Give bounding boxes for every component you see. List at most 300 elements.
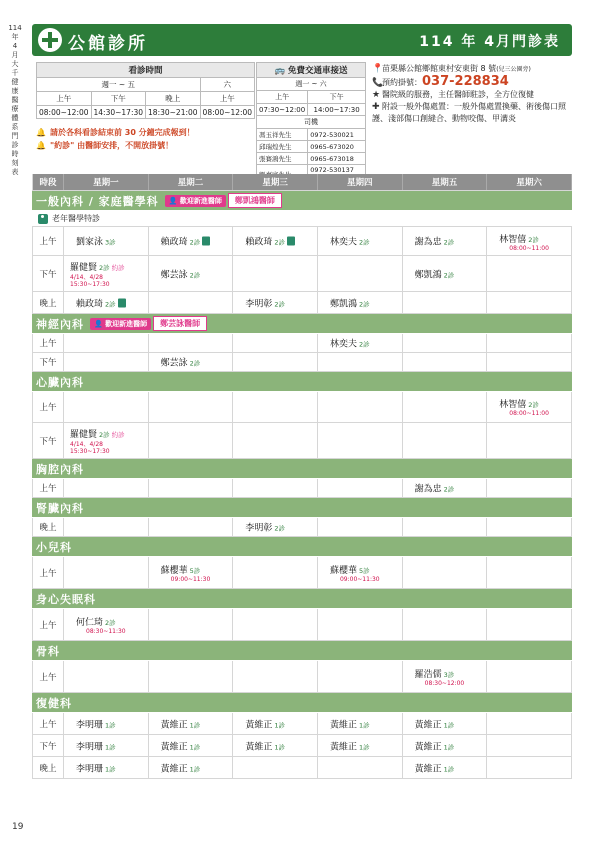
schedule-cell: [403, 292, 488, 313]
subheading-text: 老年醫學特診: [52, 214, 100, 223]
room-number: 1診: [189, 765, 201, 773]
doctor-entry: [415, 667, 455, 680]
schedule-cell: [149, 518, 234, 536]
slot-label: 上午: [32, 557, 64, 588]
schedule-cell: [403, 757, 488, 778]
bell-icon: 🔔: [36, 128, 46, 137]
doctor-entry: [330, 717, 370, 730]
day-header: 星期二: [149, 174, 234, 190]
schedule-cell: [233, 334, 318, 352]
slot-label: 上午: [32, 609, 64, 640]
doctor-name: 黃維正: [245, 742, 273, 752]
schedule-cell: [487, 518, 572, 536]
room-number: 1診: [105, 765, 116, 773]
note-item: [36, 139, 195, 152]
schedule-cell: [233, 256, 318, 291]
room-number: 2診: [189, 271, 201, 279]
schedule-row: [32, 757, 572, 779]
doctor-entry: [330, 563, 370, 576]
schedule-cell: [64, 713, 149, 734]
schedule-cell: [487, 256, 572, 291]
doctor-entry: [76, 235, 116, 248]
schedule-cell: [318, 518, 403, 536]
plus-icon: ✚: [372, 102, 380, 112]
schedule-cell: [149, 353, 234, 371]
section-psychiatry-insomnia: [32, 589, 572, 609]
slot-label: 上午: [32, 227, 64, 255]
schedule-cell: [64, 609, 149, 640]
side-vertical-label: 114 年 4 月 大 千 健 康 醫 療 體 系 門 診 時 刻 表: [8, 24, 22, 176]
section-title: 神經內科: [36, 317, 84, 331]
notes: [36, 126, 195, 152]
hours-time: 18:30~21:00: [146, 106, 201, 119]
session-time: 08:00~11:00: [509, 410, 549, 417]
header-banner: [32, 24, 572, 56]
doctor-name: 林奕夫: [329, 237, 357, 248]
schedule-cell: [403, 227, 488, 255]
doctor-name: 林奕夫: [329, 339, 357, 350]
session-time: 08:00~11:00: [509, 245, 549, 252]
phone-line: [372, 76, 572, 89]
schedule-cell: [64, 256, 149, 291]
schedule-cell: [487, 423, 572, 458]
schedule-cell: [233, 609, 318, 640]
section-title: 腎臟內科: [36, 501, 84, 515]
slot-label: 上午: [32, 661, 64, 692]
doctor-entry: [76, 761, 116, 774]
slot-label: 上午: [32, 334, 64, 352]
schedule-row: [32, 661, 572, 693]
doctor-entry: [76, 296, 126, 309]
slot-label: 下午: [32, 423, 64, 458]
section-cardiology: [32, 372, 572, 392]
schedule-row: [32, 735, 572, 757]
schedule-row: [32, 353, 572, 372]
hours-time: 14:30~17:30: [91, 106, 146, 119]
new-doctor-tag: 鄭芸詠醫師: [153, 316, 207, 331]
schedule-cell: [318, 557, 403, 588]
doctor-entry: [70, 260, 125, 273]
schedule-cell: [149, 392, 234, 422]
driver-phone: 0972-530137: [308, 165, 366, 185]
section-rehabilitation: [32, 693, 572, 713]
schedule-row: [32, 392, 572, 423]
schedule-row: [32, 334, 572, 353]
schedule-cell: [487, 292, 572, 313]
schedule-cell: [64, 353, 149, 371]
slot-label: 下午: [32, 735, 64, 756]
schedule-cell: [318, 227, 403, 255]
hours-col: 下午: [91, 92, 146, 106]
schedule-cell: [403, 735, 488, 756]
schedule-cell: [64, 227, 149, 255]
schedule-cell: [149, 479, 234, 497]
address-text: 苗栗縣公館鄉館東村安東街 8 號: [382, 64, 497, 73]
shuttle-bus-table: [256, 62, 366, 185]
schedule-cell: [64, 757, 149, 778]
appointment-only-tag: 約診: [111, 431, 125, 439]
clinic-cross-logo-icon: [38, 28, 62, 52]
doctor-name: 李明珊: [76, 742, 104, 752]
driver-phone: 0965-673018: [308, 153, 366, 165]
doctor-entry: [76, 615, 116, 628]
contact-block: [372, 63, 572, 125]
doctor-name: 黃維正: [160, 720, 188, 730]
doctor-name: 鄭芸詠: [160, 270, 188, 280]
elderly-walker-icon: [202, 237, 210, 246]
schedule-cell: [318, 757, 403, 778]
room-number: 2診: [528, 401, 539, 409]
room-number: 1診: [274, 721, 285, 729]
schedule-cell: [149, 557, 234, 588]
doctor-name: 黃維正: [245, 720, 273, 730]
section-title: 胸腔內科: [36, 462, 84, 476]
bus-title-text: 免費交通車接送: [288, 66, 348, 76]
day-header: 星期四: [318, 174, 403, 190]
doctor-entry: [415, 235, 455, 248]
doctor-name: 羅健賢: [70, 263, 98, 273]
doctor-entry: [330, 296, 370, 309]
doctor-name: 李明彰: [245, 299, 273, 309]
schedule-cell: [403, 609, 488, 640]
doctor-name: 謝為忠: [414, 237, 442, 248]
schedule-cell: [403, 334, 488, 352]
room-number: 2診: [528, 236, 539, 244]
welcome-badge: 👤 歡迎新進醫師: [90, 318, 151, 330]
page-number: 19: [12, 822, 24, 832]
schedule-cell: [403, 713, 488, 734]
clinic-title: 公館診所: [68, 34, 148, 54]
section-title: 身心失眠科: [36, 592, 96, 606]
schedule-cell: [403, 557, 488, 588]
doctor-name: 何仁琦: [76, 618, 104, 628]
elderly-walker-icon: [38, 214, 48, 224]
phone-label: 預約掛號：: [382, 78, 422, 87]
session-time: 08:30~11:30: [86, 628, 126, 635]
doctor-name: 羅健賢: [70, 430, 98, 440]
doctor-entry: [70, 427, 125, 440]
doctor-name: 黃維正: [160, 742, 188, 752]
doctor-name: 林智僖: [499, 400, 527, 410]
schedule-row: [32, 423, 572, 459]
doctor-entry: [76, 717, 116, 730]
section-neurology: [32, 314, 572, 334]
schedule-cell: [318, 713, 403, 734]
day-header: 星期六: [487, 174, 572, 190]
bus-days: 週一 ~ 六: [257, 78, 366, 91]
doctor-entry: [245, 296, 285, 309]
service-text: 附設一般外傷處置：一般外傷處置換藥、術後傷口照護、淺部傷口創縫合、動物咬傷、甲溝炎: [372, 102, 566, 123]
room-number: 1診: [105, 743, 116, 751]
doctor-name: 賴政琦: [160, 237, 188, 248]
hours-col: 上午: [200, 92, 255, 106]
section-chest-medicine: [32, 459, 572, 479]
room-number: 2診: [99, 431, 110, 439]
section-title: 小兒科: [36, 540, 72, 554]
schedule-cell: [233, 735, 318, 756]
schedule-cell: [64, 661, 149, 692]
schedule-cell: [318, 292, 403, 313]
schedule-title: 114 年 4月門診表: [419, 34, 560, 50]
hours-col: 上午: [37, 92, 92, 106]
service-text: 醫院級的服務，主任醫師駐診，全方位復健: [382, 90, 534, 99]
section-title: 骨科: [36, 644, 60, 658]
schedule-cell: [318, 256, 403, 291]
schedule-cell: [318, 479, 403, 497]
schedule-cell: [403, 661, 488, 692]
schedule-row: [32, 256, 572, 292]
section-orthopedics: [32, 641, 572, 661]
schedule-cell: [149, 735, 234, 756]
schedule-cell: [149, 713, 234, 734]
doctor-entry: [415, 761, 455, 774]
doctor-name: 黃維正: [414, 742, 442, 752]
slot-label: 下午: [32, 256, 64, 291]
schedule-cell: [487, 227, 572, 255]
room-number: 2診: [105, 300, 116, 308]
schedule-cell: [149, 661, 234, 692]
room-number: 3診: [443, 671, 455, 679]
schedule-row: [32, 518, 572, 537]
room-number: 2診: [358, 300, 370, 308]
schedule-cell: [149, 757, 234, 778]
doctor-name: 羅浩儒: [414, 670, 442, 680]
schedule-cell: [318, 423, 403, 458]
bus-col: 下午: [308, 91, 366, 104]
schedule-cell: [318, 334, 403, 352]
doctor-entry: [245, 521, 285, 534]
schedule-cell: [487, 713, 572, 734]
doctor-name: 李明珊: [76, 720, 104, 730]
clinic-hours-table: [36, 62, 255, 119]
schedule-cell: [233, 227, 318, 255]
session-dates: 4/14、4/28: [70, 441, 103, 448]
schedule-cell: [64, 735, 149, 756]
session-time: 15:30~17:30: [70, 448, 110, 455]
hours-time: 08:00~12:00: [200, 106, 255, 119]
schedule-cell: [64, 292, 149, 313]
doctor-name: 李明彰: [245, 523, 273, 534]
room-number: 3診: [105, 238, 116, 247]
doctor-entry: [330, 235, 370, 248]
doctor-entry: [415, 717, 455, 730]
bus-title: [257, 63, 366, 78]
room-number: 1診: [443, 743, 455, 751]
day-header: 星期五: [403, 174, 488, 190]
slot-label: 上午: [32, 479, 64, 497]
day-header-row: [32, 174, 572, 191]
room-number: 2診: [274, 238, 285, 247]
doctor-entry: [415, 267, 455, 280]
service-line: [372, 101, 572, 125]
welcome-text: 歡迎新進醫師: [179, 196, 222, 205]
room-number: 5診: [358, 567, 370, 575]
doctor-name: 黃維正: [414, 720, 442, 730]
schedule-cell: [403, 479, 488, 497]
schedule-cell: [318, 353, 403, 371]
room-number: 2診: [443, 238, 455, 247]
schedule-cell: [487, 757, 572, 778]
doctor-name: 賴政琦: [245, 237, 273, 248]
driver-phone: 0965-673020: [308, 141, 366, 153]
doctor-entry: [415, 739, 455, 752]
bell-icon: 🔔: [36, 141, 46, 150]
doctor-entry: [330, 337, 370, 350]
schedule-cell: [64, 423, 149, 458]
room-number: 2診: [358, 340, 370, 349]
slot-label: 上午: [32, 392, 64, 422]
doctor-name: 蘇櫻華: [160, 566, 188, 576]
schedule-row: [32, 227, 572, 256]
driver-name: 邱瑞煌先生: [257, 141, 308, 153]
room-number: 5診: [189, 567, 201, 575]
slot-label: 晚上: [32, 518, 64, 536]
doctor-name: 黃維正: [414, 764, 442, 774]
schedule-cell: [487, 735, 572, 756]
room-number: 2診: [99, 264, 110, 272]
schedule-row: [32, 292, 572, 314]
schedule-cell: [318, 392, 403, 422]
schedule-cell: [64, 334, 149, 352]
doctor-entry: [76, 739, 116, 752]
section-title: 心臟內科: [36, 375, 84, 389]
room-number: 1診: [358, 743, 370, 751]
room-number: 2診: [443, 485, 455, 494]
schedule-cell: [64, 518, 149, 536]
schedule-cell: [487, 334, 572, 352]
section-pediatrics: [32, 537, 572, 557]
slot-label: 上午: [32, 713, 64, 734]
address-note: (兒三公園旁): [496, 66, 531, 73]
schedule-cell: [233, 292, 318, 313]
doctor-entry: [161, 356, 201, 369]
schedule-cell: [487, 353, 572, 371]
room-number: 1診: [274, 743, 285, 751]
section-title: 復健科: [36, 696, 72, 710]
slot-header: 時段: [32, 174, 64, 190]
bus-icon: 🚌: [274, 66, 289, 76]
schedule-cell: [149, 423, 234, 458]
doctor-entry: [161, 717, 201, 730]
doctor-name: 黃維正: [160, 764, 188, 774]
slot-label: 晚上: [32, 757, 64, 778]
doctor-name: 鄭芸詠: [160, 358, 188, 369]
service-line: [372, 89, 572, 101]
doctor-entry: [161, 761, 201, 774]
room-number: 2診: [443, 271, 455, 279]
section-general-medicine: [32, 191, 572, 211]
schedule-cell: [233, 661, 318, 692]
schedule-cell: [149, 227, 234, 255]
driver-phone: 0972-530021: [308, 129, 366, 141]
doctor-name: 鄭凱鴻: [329, 299, 357, 309]
schedule-row: [32, 479, 572, 498]
doctor-entry: [161, 563, 201, 576]
section-nephrology: [32, 498, 572, 518]
schedule-cell: [233, 392, 318, 422]
doctor-name: 賴政琦: [76, 299, 104, 309]
phone-number[interactable]: 037-228834: [422, 74, 509, 89]
schedule-cell: [233, 423, 318, 458]
schedule-cell: [403, 256, 488, 291]
star-icon: ★: [372, 90, 381, 100]
bus-col: 上午: [257, 91, 308, 104]
location-pin-icon: 📍: [372, 64, 384, 74]
appointment-only-tag: 約診: [111, 264, 125, 272]
doctor-entry: [245, 235, 295, 248]
schedule-cell: [487, 479, 572, 497]
doctor-entry: [161, 739, 201, 752]
session-time: 09:00~11:30: [339, 576, 380, 583]
schedule-cell: [403, 423, 488, 458]
doctor-entry: [415, 482, 455, 495]
welcome-badge: 👤 歡迎新進醫師: [165, 195, 226, 207]
room-number: 1診: [189, 743, 201, 751]
schedule-cell: [64, 392, 149, 422]
schedule-row: [32, 557, 572, 589]
doctor-entry: [330, 739, 370, 752]
doctor-entry: [161, 235, 211, 248]
doctor-entry: [499, 397, 539, 410]
room-number: 2診: [274, 524, 285, 533]
schedule-cell: [149, 609, 234, 640]
schedule-cell: [487, 557, 572, 588]
hours-weekday-label: 週一 ~ 五: [37, 78, 201, 92]
clinic-schedule: [32, 174, 572, 779]
doctor-name: 蘇櫻華: [329, 566, 357, 576]
schedule-row: [32, 713, 572, 735]
schedule-cell: [487, 609, 572, 640]
schedule-cell: [403, 518, 488, 536]
doctor-entry: [245, 717, 285, 730]
hours-col: 晚上: [146, 92, 201, 106]
schedule-cell: [233, 757, 318, 778]
section-title: 一般內科 / 家庭醫學科: [36, 194, 159, 208]
geriatric-subheading: [32, 211, 572, 227]
schedule-cell: [318, 609, 403, 640]
doctor-name: 林智僖: [499, 235, 527, 245]
phone-icon: 📞: [372, 78, 384, 88]
schedule-cell: [149, 292, 234, 313]
doctor-name: 黃維正: [329, 742, 357, 752]
driver-name: 張賽鴻先生: [257, 153, 308, 165]
note-text: "約診" 由醫師安排，不開放掛號！: [49, 141, 174, 150]
schedule-cell: [487, 661, 572, 692]
slot-label: 下午: [32, 353, 64, 371]
hours-time: 08:00~12:00: [37, 106, 92, 119]
session-time: 08:30~12:00: [424, 680, 465, 687]
room-number: 2診: [274, 300, 285, 308]
schedule-cell: [318, 661, 403, 692]
hours-sat-label: 六: [200, 78, 255, 92]
slot-label: 晚上: [32, 292, 64, 313]
room-number: 2診: [358, 238, 370, 247]
doctor-name: 黃維正: [329, 720, 357, 730]
schedule-cell: [149, 334, 234, 352]
schedule-row: [32, 609, 572, 641]
welcome-text: 歡迎新進醫師: [105, 319, 148, 328]
bus-time: 14:00~17:30: [308, 104, 366, 116]
room-number: 1診: [443, 765, 455, 773]
driver-name: 馮玉祥先生: [257, 129, 308, 141]
hours-title: 看診時間: [37, 63, 255, 78]
session-time: 09:00~11:30: [170, 576, 211, 583]
day-header: 星期一: [64, 174, 149, 190]
elderly-walker-icon: [287, 237, 295, 246]
room-number: 1診: [443, 721, 455, 729]
session-dates: 4/14、4/28: [70, 274, 103, 281]
schedule-cell: [233, 479, 318, 497]
